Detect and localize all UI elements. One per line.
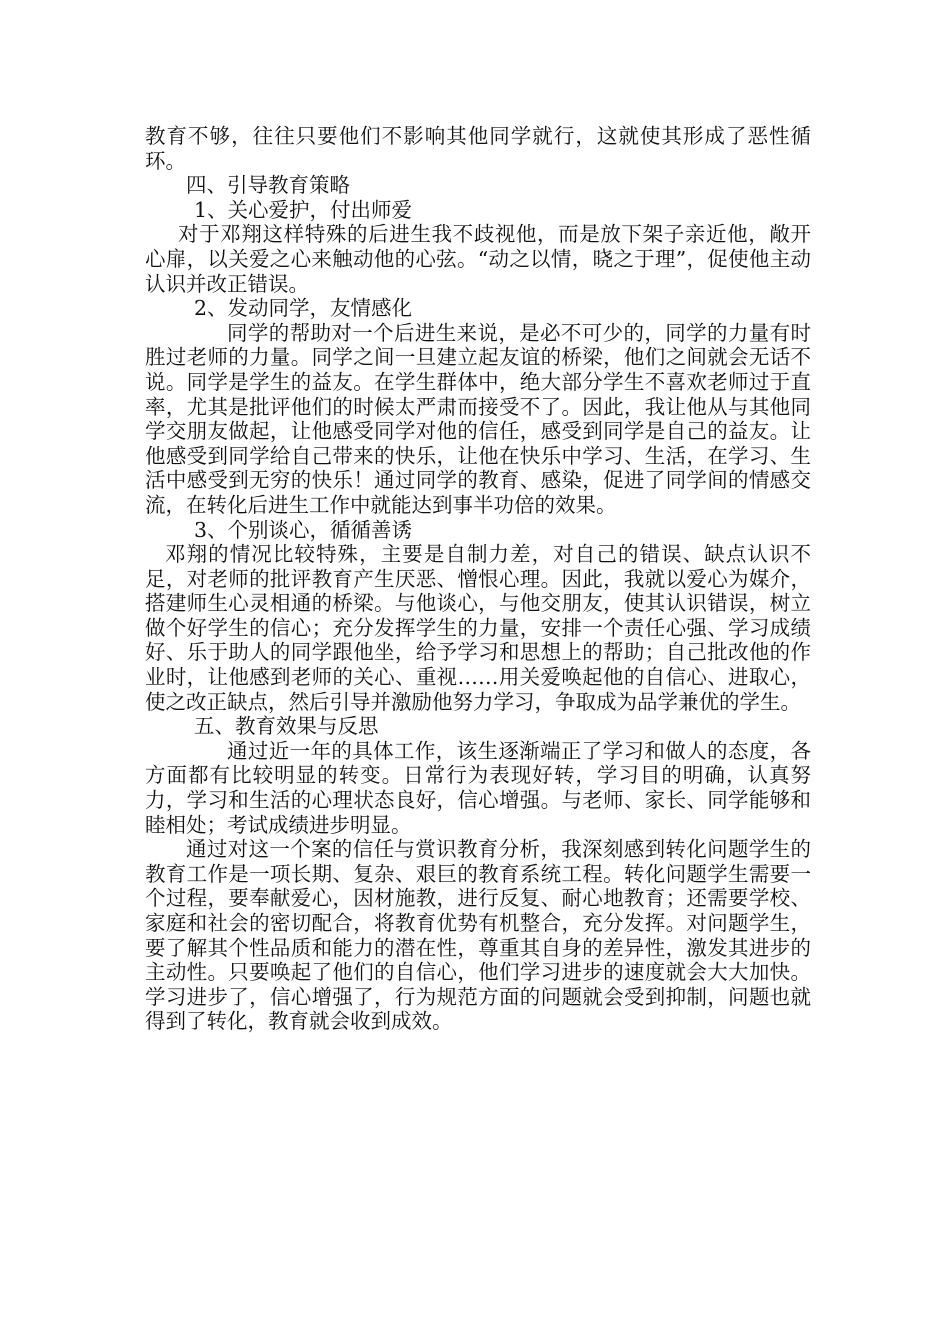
section-heading-5: 五、教育效果与反思 [194, 714, 379, 739]
subheading-4-3: 3、个别谈心，循循善诱 [194, 517, 413, 542]
paragraph-4-1: 对于邓翔这样特殊的后进生我不歧视他，而是放下架子亲近他，敞开心扉，以关爱之心来触动他的心弦。“动之以情，晓之于理”，促使他主动认识并改正错误。 [145, 222, 811, 296]
paragraph-continuation: 教育不够，往往只要他们不影响其他同学就行，这就使其形成了恶性循环。 [145, 124, 811, 173]
paragraph-4-2: 同学的帮助对一个后进生来说，是必不可少的，同学的力量有时胜过老师的力量。同学之间一旦建立起友谊的桥梁，他们之间就会无话不说。同学是学生的益友。在学生群体中，绝大部分学生不喜欢老师过于直率，尤其是批评他们的时候太严肃而接受不了。因此，我让他从与其他同学交朋友做起，让他感受同学对他的信任，感受到同学是自己的益友。让他感受到同学给自己带来的快乐，让他在快乐中学习、生活，在学习、生活中感受到无穷的快乐！通过同学的教育、感染，促进了同学间的情感交流，在转化后进生工作中就能达到事半功倍的效果。 [145, 320, 811, 517]
paragraph-4-3: 邓翔的情况比较特殊，主要是自制力差，对自己的错误、缺点认识不足，对老师的批评教育产生厌恶、憎恨心理。因此，我就以爱心为媒介，搭建师生心灵相通的桥梁。与他谈心，与他交朋友，使其认识错误，树立做个好学生的信心；充分发挥学生的力量，安排一个责任心强、学习成绩好、乐于助人的同学跟他坐，给予学习和思想上的帮助；自己批改他的作业时，让他感到老师的关心、重视……用关爱唤起他的自信心、进取心，使之改正缺点，然后引导并激励他努力学习，争取成为品学兼优的学生。 [145, 542, 811, 714]
paragraph-5-1: 通过近一年的具体工作，该生逐渐端正了学习和做人的态度，各方面都有比较明显的转变。日常行为表现好转，学习目的明确，认真努力，学习和生活的心理状态良好，信心增强。与老师、家长、同学能够和睦相处；考试成绩进步明显。 [145, 738, 811, 837]
paragraph-5-2: 通过对这一个案的信任与赏识教育分析，我深刻感到转化问题学生的教育工作是一项长期、复杂、艰巨的教育系统工程。转化问题学生需要一个过程，要奉献爱心，因材施教，进行反复、耐心地教育；还需要学校、家庭和社会的密切配合，将教育优势有机整合，充分发挥。对问题学生，要了解其个性品质和能力的潜在性，尊重其自身的差异性，激发其进步的主动性。只要唤起了他们的自信心，他们学习进步的速度就会大大加快。学习进步了，信心增强了，行为规范方面的问题就会受到抑制，问题也就得到了转化，教育就会收到成效。 [145, 837, 811, 1034]
subheading-4-2: 2、发动同学，友情感化 [194, 296, 413, 321]
document-body [145, 124, 811, 1034]
subheading-4-1: 1、关心爱护，付出师爱 [194, 197, 413, 222]
section-heading-4: 四、引导教育策略 [186, 173, 350, 198]
